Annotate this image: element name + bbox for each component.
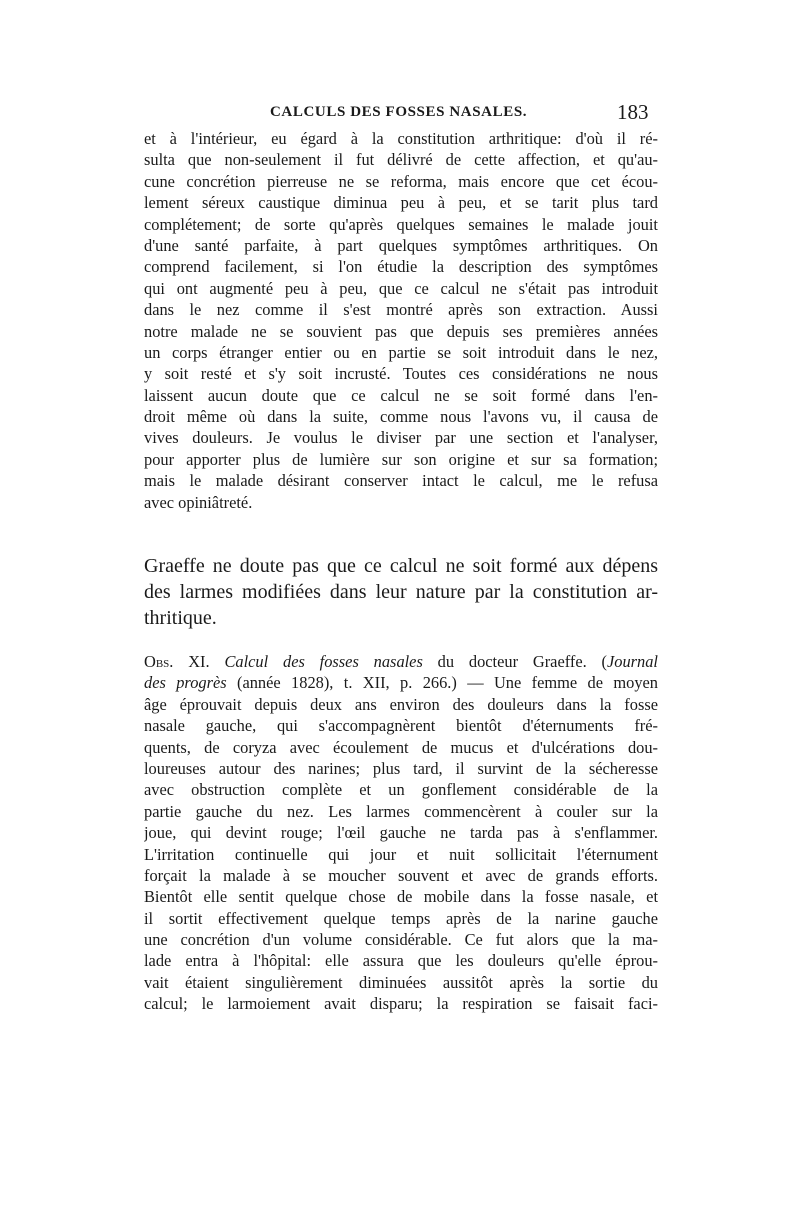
text-line: une concrétion d'un volume considérable. Ce fut alors que la ma- — [144, 930, 658, 950]
text-line: avec obstruction complète et un gonflement considérable de la — [144, 780, 658, 800]
observation-heading-line — [144, 651, 658, 672]
text-line: complétement; de sorte qu'après quelques semaines le malade jouit — [144, 214, 658, 234]
text-line: âge éprouvait depuis deux ans environ des douleurs dans la fosse — [144, 694, 658, 714]
paragraph-graeffe — [144, 553, 658, 631]
observation-author: du docteur Graeffe. ( — [422, 652, 607, 671]
text-line: L'irritation continuelle qui jour et nuit sollicitait l'éternument — [144, 844, 658, 864]
journal-title-continued: des progrès — [144, 673, 227, 693]
running-title: CALCULS DES FOSSES NASALES. — [270, 104, 528, 120]
page-number: 183 — [617, 100, 649, 124]
text-line: il sortit effectivement quelque temps après de la narine gauche — [144, 908, 658, 928]
text-line: joue, qui devint rouge; l'œil gauche ne tarda pas à s'enflammer. — [144, 823, 658, 843]
text-line: calcul; le larmoiement avait disparu; la respiration se faisait faci- — [144, 994, 658, 1014]
observation-label: Obs. XI. — [144, 652, 210, 671]
text-line: vives douleurs. Je voulus le diviser par une section et l'analyser, — [144, 428, 658, 448]
journal-title: Journal — [607, 652, 658, 671]
text-line: Graeffe ne doute pas que ce calcul ne soit formé aux dépens — [144, 555, 658, 577]
citation-details: (année 1828), t. XII, p. 266.) — Une femme de moyen — [226, 673, 658, 693]
text-line: comprend facilement, si l'on étudie la description des symptômes — [144, 257, 658, 277]
text-line: un corps étranger entier ou en partie se soit introduit dans le nez, — [144, 342, 658, 362]
text-line: partie gauche du nez. Les larmes commencèrent à couler sur la — [144, 801, 658, 821]
text-line: lade entra à l'hôpital: elle assura que les douleurs qu'elle éprou- — [144, 951, 658, 971]
text-line: d'une santé parfaite, à part quelques symptômes arthritiques. On — [144, 235, 658, 255]
text-line: laissent aucun doute que ce calcul ne se soit formé dans l'en- — [144, 385, 658, 405]
observation-citation-line — [144, 672, 658, 693]
paragraph-observation-xi — [144, 651, 658, 1015]
observation-title: Calcul des fosses nasales — [224, 652, 423, 671]
text-line: Bientôt elle sentit quelque chose de mobile dans la fosse nasale, et — [144, 887, 658, 907]
text-line: mais le malade désirant conserver intact le calcul, me le refusa — [144, 471, 658, 491]
text-line: nasale gauche, qui s'accompagnèrent bientôt d'éternuments fré- — [144, 716, 658, 736]
text-line: thritique. — [144, 607, 217, 629]
paragraph-continuation — [144, 128, 658, 513]
text-line: y soit resté et s'y soit incrusté. Toutes ces considérations ne nous — [144, 364, 658, 384]
text-line: droit même où dans la suite, comme nous l'avons vu, il causa de — [144, 407, 658, 427]
text-line: qui ont augmenté peu à peu, que ce calcul ne s'était pas introduit — [144, 278, 658, 298]
text-line: sulta que non-seulement il fut délivré de cette affection, et qu'au- — [144, 150, 658, 170]
text-line: et à l'intérieur, eu égard à la constitution arthritique: d'où il ré- — [144, 129, 658, 148]
text-line: avec opiniâtreté. — [144, 492, 253, 512]
text-line: pour apporter plus de lumière sur son origine et sur sa formation; — [144, 449, 658, 469]
text-line: dans le nez comme il s'est montré après son extraction. Aussi — [144, 300, 658, 320]
text-line: notre malade ne se souvient pas que depuis ses premières années — [144, 321, 658, 341]
text-line: cune concrétion pierreuse ne se reforma, mais encore que cet écou- — [144, 171, 658, 191]
text-line: des larmes modifiées dans leur nature par la constitution ar- — [144, 581, 658, 603]
text-line: quents, de coryza avec écoulement de mucus et d'ulcérations dou- — [144, 737, 658, 757]
text-line: lement séreux caustique diminua peu à peu, et se tarit plus tard — [144, 193, 658, 213]
text-line: vait étaient singulièrement diminuées aussitôt après la sortie du — [144, 972, 658, 992]
text-line: forçait la malade à se moucher souvent et avec de grands efforts. — [144, 865, 658, 885]
text-line: loureuses autour des narines; plus tard, il survint de la sécheresse — [144, 758, 658, 778]
running-header — [0, 100, 800, 130]
